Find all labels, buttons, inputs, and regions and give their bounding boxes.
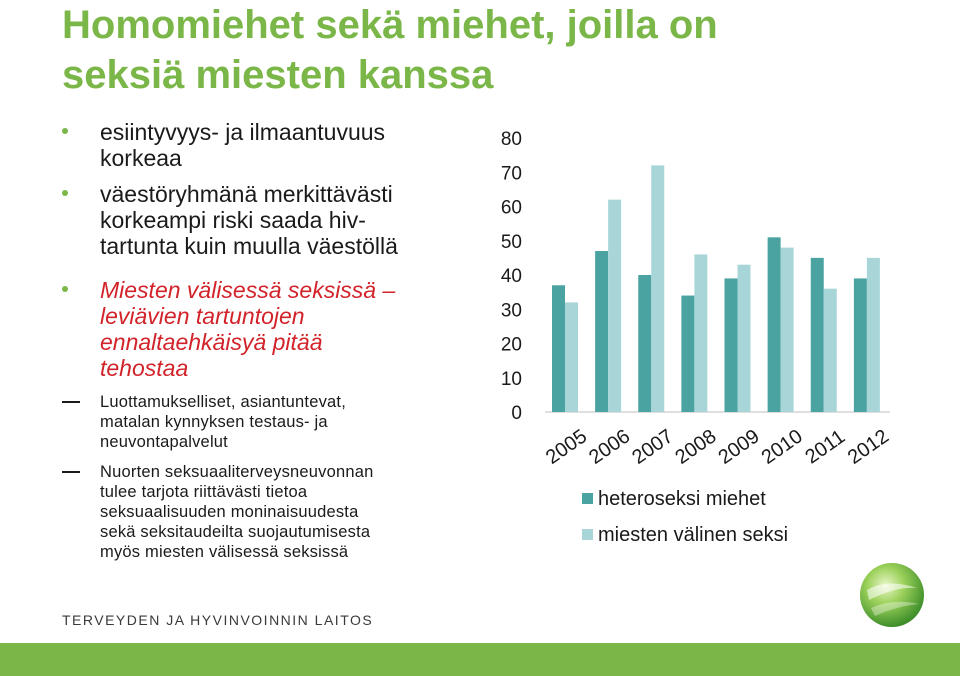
bar-hetero (854, 278, 867, 412)
sub-bullet-dash (62, 471, 80, 473)
legend-swatch (582, 529, 593, 540)
bullet-dot (62, 128, 68, 134)
x-tick-label: 2008 (671, 425, 721, 469)
footer-bar (0, 643, 960, 676)
sub-bullet-1 (100, 392, 480, 452)
bullet-3-line: leviävien tartuntojen (100, 303, 305, 329)
y-tick-label: 30 (500, 300, 522, 322)
bullet-2-line: korkeampi riski saada hiv- (100, 207, 366, 233)
x-tick-label: 2007 (628, 425, 678, 469)
y-tick-label: 70 (500, 163, 522, 185)
title-line-2: seksiä miesten kanssa (62, 53, 494, 97)
y-tick-label: 80 (500, 129, 522, 150)
y-tick-label: 60 (500, 197, 522, 219)
x-tick-label: 2012 (843, 425, 893, 469)
bar-msm (565, 302, 578, 412)
y-tick-label: 10 (500, 368, 522, 390)
bullet-3 (100, 277, 460, 381)
bar-msm (651, 165, 664, 412)
bar-msm (781, 248, 794, 412)
bar-msm (824, 289, 837, 412)
x-tick-label: 2009 (714, 425, 764, 469)
bar-hetero (595, 251, 608, 412)
sub-bullet-dash (62, 401, 80, 403)
bar-msm (738, 265, 751, 412)
bar-hetero (638, 275, 651, 412)
title-line-1: Homomiehet sekä miehet, joilla on (62, 3, 718, 47)
legend-swatch (582, 493, 593, 504)
bar-msm (867, 258, 880, 412)
bullet-dot (62, 286, 68, 292)
y-tick-label: 50 (500, 231, 522, 253)
sub-bullet-2-line: seksuaalisuuden moninaisuudesta (100, 503, 359, 521)
bullet-3-line: ennaltaehkäisyä pitää (100, 329, 323, 355)
sub-bullet-2-line: Nuorten seksuaaliterveysneuvonnan (100, 463, 374, 481)
x-tick-label: 2006 (585, 425, 635, 469)
sub-bullet-1-line: Luottamukselliset, asiantuntevat, (100, 393, 346, 411)
y-tick-label: 40 (500, 266, 522, 287)
x-tick-label: 2011 (801, 425, 850, 469)
bullet-1 (100, 119, 460, 171)
bar-hetero (681, 296, 694, 412)
sub-bullet-1-line: neuvontapalvelut (100, 433, 228, 451)
bullet-dot (62, 190, 68, 196)
bullet-3-line: Miesten välisessä seksissä – (100, 277, 396, 303)
sub-bullet-2-line: tulee tarjota riittävästi tietoa (100, 483, 308, 501)
bar-chart (490, 120, 910, 580)
y-tick-label: 20 (500, 334, 522, 356)
y-tick-label: 0 (511, 403, 522, 424)
x-tick-label: 2005 (542, 425, 592, 469)
bullet-1-line: esiintyvyys- ja ilmaantuvuus (100, 119, 386, 145)
x-tick-label: 2010 (757, 425, 807, 469)
slide-title (62, 0, 882, 100)
bar-msm (608, 200, 621, 412)
sub-bullet-2-line: myös miesten välisessä seksissä (100, 543, 349, 561)
sub-bullet-2 (100, 462, 480, 562)
bar-hetero (768, 237, 781, 412)
bar-hetero (552, 285, 565, 412)
globe-logo-icon (857, 560, 927, 630)
legend-label: miesten välinen seksi (598, 524, 789, 546)
bar-hetero (811, 258, 824, 412)
bullet-3-line: tehostaa (100, 355, 189, 381)
legend-label: heteroseksi miehet (598, 488, 766, 510)
bullet-1-line: korkeaa (100, 145, 182, 171)
bar-hetero (725, 278, 738, 412)
footer-organization: TERVEYDEN JA HYVINVOINNIN LAITOS (62, 612, 374, 628)
bullet-2-line: väestöryhmänä merkittävästi (100, 181, 393, 207)
sub-bullet-2-line: sekä seksitaudeilta suojautumisesta (100, 523, 371, 541)
bar-msm (694, 254, 707, 412)
bullet-2 (100, 181, 460, 259)
sub-bullet-1-line: matalan kynnyksen testaus- ja (100, 413, 328, 431)
bullet-2-line: tartunta kuin muulla väestöllä (100, 233, 398, 259)
